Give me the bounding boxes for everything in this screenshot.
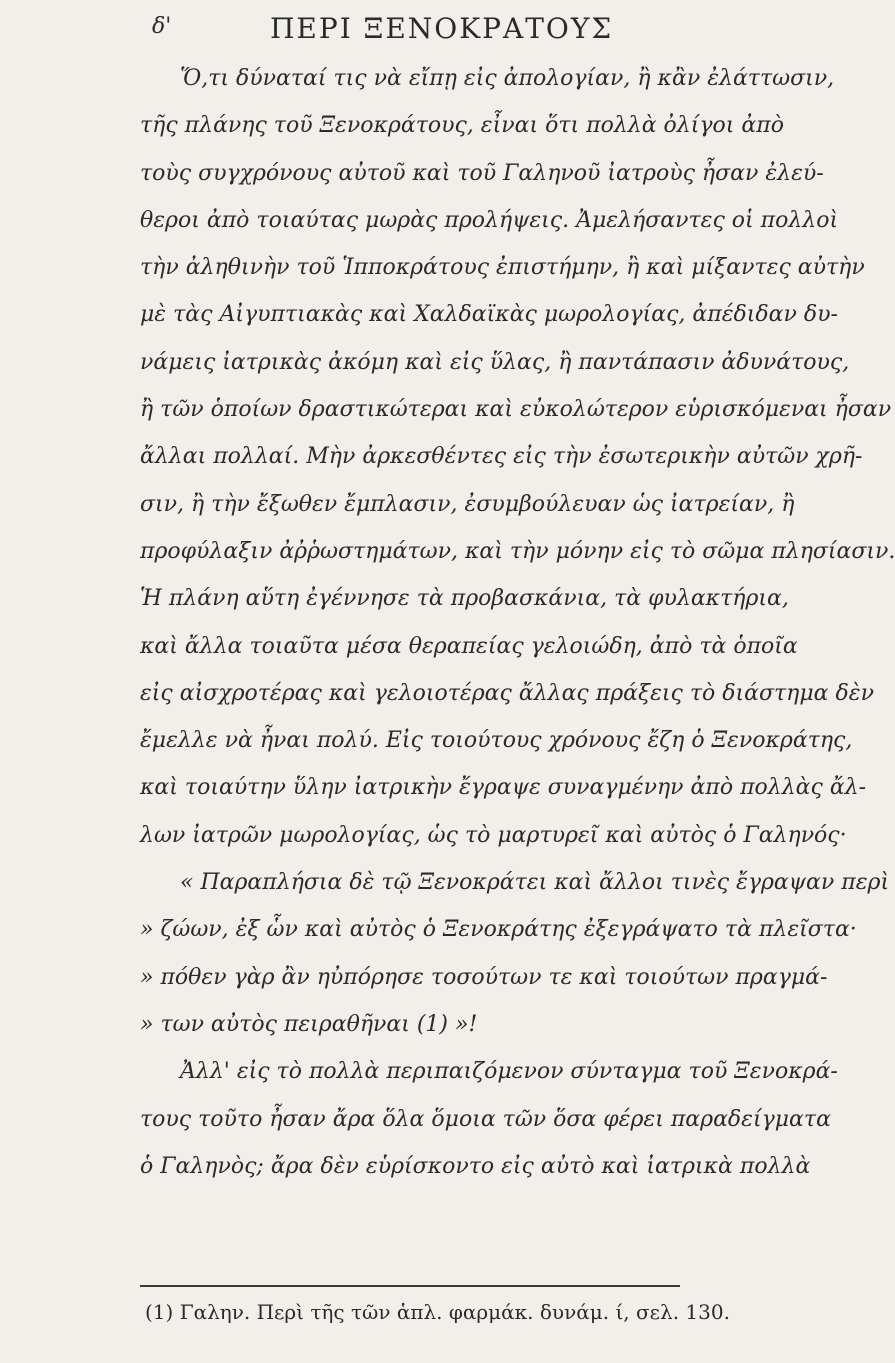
- quote-line: » πόθεν γὰρ ἂν ηὐπόρησε τοσούτων τε καὶ τοιούτων πραγμά-: [140, 964, 828, 990]
- running-title: ΠΕΡΙ ΞΕΝΟΚΡΑΤΟΥΣ: [270, 12, 614, 45]
- text-line: καὶ ἄλλα τοιαῦτα μέσα θεραπείας γελοιώδη, ἀπὸ τὰ ὁποῖα: [140, 633, 798, 659]
- footnote-divider: [140, 1285, 680, 1287]
- text-line: θεροι ἀπὸ τοιαύτας μωρὰς προλήψεις. Ἀμελήσαντες οἱ πολλοὶ: [140, 207, 839, 233]
- text-line: μὲ τὰς Αἰγυπτιακὰς καὶ Χαλδαϊκὰς μωρολογίας, ἀπέδιδαν δυ-: [140, 302, 838, 328]
- text-line: ἄλλαι πολλαί. Μὴν ἀρκεσθέντες εἰς τὴν ἐσωτερικὴν αὐτῶν χρῆ-: [140, 444, 863, 470]
- text-line: τῆς πλάνης τοῦ Ξενοκράτους, εἶναι ὅτι πολλὰ ὀλίγοι ἀπὸ: [140, 113, 784, 139]
- text-line: προφύλαξιν ἀῤῥωστημάτων, καὶ τὴν μόνην εἰς τὸ σῶμα πλησίασιν.: [140, 538, 895, 564]
- body-text: [140, 55, 895, 1190]
- page-number: δ': [152, 14, 172, 39]
- text-line: τοὺς συγχρόνους αὐτοῦ καὶ τοῦ Γαληνοῦ ἰατροὺς ἦσαν ἐλεύ-: [140, 160, 824, 186]
- text-line: Ἡ πλάνη αὕτη ἐγέννησε τὰ προβασκάνια, τὰ φυλακτήρια,: [140, 586, 789, 612]
- text-line: Ἀλλ' εἰς τὸ πολλὰ περιπαιζόμενον σύνταγμα τοῦ Ξενοκρά-: [180, 1059, 838, 1085]
- text-line: ὁ Γαληνὸς; ἄρα δὲν εὑρίσκοντο εἰς αὐτὸ καὶ ἰατρικὰ πολλὰ: [140, 1153, 811, 1179]
- text-line: καὶ τοιαύτην ὕλην ἰατρικὴν ἔγραψε συναγμένην ἀπὸ πολλὰς ἄλ-: [140, 775, 867, 801]
- text-line: ἔμελλε νὰ ἦναι πολύ. Εἰς τοιούτους χρόνους ἔζη ὁ Ξενοκράτης,: [140, 728, 853, 754]
- text-line: λων ἰατρῶν μωρολογίας, ὡς τὸ μαρτυρεῖ καὶ αὐτὸς ὁ Γαληνός·: [140, 822, 847, 848]
- text-line: σιν, ἢ τὴν ἔξωθεν ἔμπλασιν, ἐσυμβούλευαν ὡς ἰατρείαν, ἢ: [140, 491, 795, 517]
- quote-line: » των αὐτὸς πειραθῆναι (1) »!: [140, 1011, 478, 1037]
- text-line: τους τοῦτο ἦσαν ἄρα ὅλα ὅμοια τῶν ὅσα φέρει παραδείγματα: [140, 1106, 831, 1132]
- text-line: Ὅ,τι δύναταί τις νὰ εἴπῃ εἰς ἀπολογίαν, ἢ κἂν ἐλάττωσιν,: [180, 66, 835, 91]
- footnote: (1) Γαλην. Περὶ τῆς τῶν ἁπλ. φαρμάκ. δυνάμ. ί, σελ. 130.: [145, 1300, 730, 1324]
- text-line: εἰς αἰσχροτέρας καὶ γελοιοτέρας ἄλλας πράξεις τὸ διάστημα δὲν: [140, 680, 874, 706]
- text-line: τὴν ἀληθινὴν τοῦ Ἱπποκράτους ἐπιστήμην, ἢ καὶ μίξαντες αὐτὴν: [140, 255, 865, 281]
- text-line: ἢ τῶν ὁποίων δραστικώτεραι καὶ εὐκολώτερον εὑρισκόμεναι ἦσαν: [140, 397, 892, 423]
- quote-line: « Παραπλήσια δὲ τῷ Ξενοκράτει καὶ ἄλλοι τινὲς ἔγραψαν περὶ: [180, 870, 890, 896]
- text-line: νάμεις ἰατρικὰς ἀκόμη καὶ εἰς ὕλας, ἢ παντάπασιν ἀδυνάτους,: [140, 349, 850, 375]
- page-header: [140, 8, 660, 48]
- quote-line: » ζώων, ἐξ ὧν καὶ αὐτὸς ὁ Ξενοκράτης ἐξεγράψατο τὰ πλεῖστα·: [140, 917, 857, 943]
